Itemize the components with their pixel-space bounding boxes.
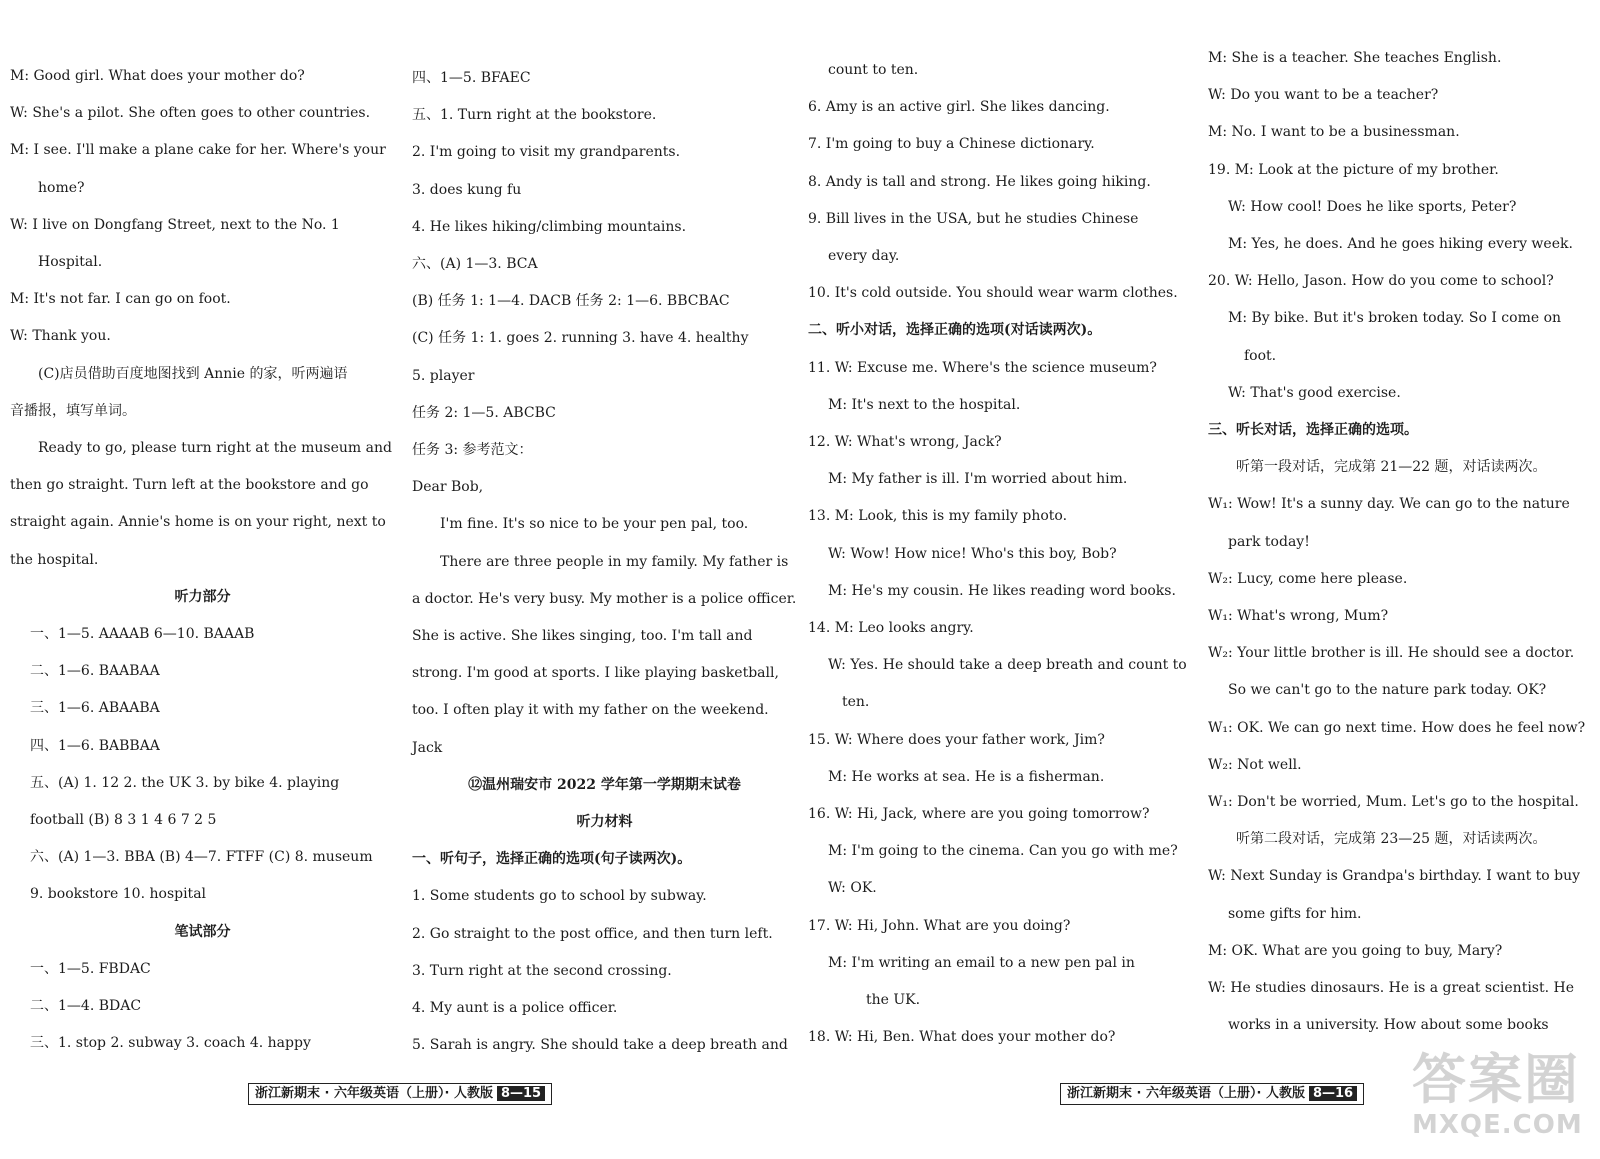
watermark-logo-text: 答案圈	[1412, 1048, 1580, 1111]
section-instruction: 三、听长对话，选择正确的选项。	[1208, 422, 1418, 439]
transcript-line: 18. W: Hi, Ben. What does your mother do?	[808, 1029, 1116, 1046]
transcript-line: works in a university. How about some books	[1228, 1017, 1549, 1034]
transcript-line: W: Wow! How nice! Who's this boy, Bob?	[828, 545, 1117, 562]
text-line: W: She's a pilot. She often goes to other countries.	[10, 105, 371, 122]
answer-line: 五、(A) 1. 12 2. the UK 3. by bike 4. playing	[30, 774, 340, 791]
transcript-line: So we can't go to the nature park today. OK?	[1228, 682, 1547, 699]
answer-line: 三、1. stop 2. subway 3. coach 4. happy	[30, 1035, 311, 1052]
transcript-line: 10. It's cold outside. You should wear warm clothes.	[808, 285, 1178, 302]
letter-signature: Jack	[412, 739, 443, 756]
transcript-line: every day.	[828, 248, 900, 265]
page-number: 8—16	[1309, 1086, 1357, 1101]
transcript-line: 17. W: Hi, John. What are you doing?	[808, 917, 1071, 934]
answer-line: 一、1—5. FBDAC	[30, 960, 151, 977]
transcript-line: 12. W: What's wrong, Jack?	[808, 434, 1002, 451]
answer-line: 4. He likes hiking/climbing mountains.	[412, 218, 687, 235]
transcript-line: W: Yes. He should take a deep breath and count to	[828, 657, 1187, 674]
page-number: 8—15	[497, 1086, 545, 1101]
transcript-line: count to ten.	[828, 62, 919, 78]
letter-line: strong. I'm good at sports. I like playing basketball,	[412, 665, 779, 682]
text-line: W: I live on Dongfang Street, next to the No. 1	[10, 216, 340, 233]
transcript-line: M: He works at sea. He is a fisherman.	[828, 768, 1105, 785]
transcript-line: 5. Sarah is angry. She should take a deep breath and	[412, 1037, 788, 1054]
transcript-line: W₂: Lucy, come here please.	[1208, 570, 1408, 587]
transcript-line: 14. M: Leo looks angry.	[808, 620, 974, 637]
letter-greeting: Dear Bob,	[412, 479, 484, 496]
section-heading-listening: 听力部分	[174, 588, 231, 605]
text-line: home?	[38, 179, 85, 196]
answer-line: 2. I'm going to visit my grandparents.	[412, 144, 681, 161]
transcript-line: M: Yes, he does. And he goes hiking every week.	[1228, 236, 1573, 253]
section-instruction: 一、听句子，选择正确的选项(句子读两次)。	[412, 851, 692, 868]
text-line: 音播报，填写单词。	[10, 402, 136, 419]
transcript-line: 20. W: Hello, Jason. How do you come to school?	[1208, 273, 1554, 290]
transcript-line: 1. Some students go to school by subway.	[412, 888, 707, 905]
text-line: M: Good girl. What does your mother do?	[10, 68, 305, 84]
transcript-line: W₂: Not well.	[1208, 756, 1302, 773]
transcript-line: M: My father is ill. I'm worried about him.	[828, 471, 1128, 488]
column-1	[10, 58, 395, 1062]
transcript-line: M: I'm going to the cinema. Can you go with me?	[828, 843, 1178, 860]
text-line: Ready to go, please turn right at the museum and	[38, 440, 392, 457]
answer-line: 5. player	[412, 367, 475, 384]
text-line: straight again. Annie's home is on your right, next to	[10, 514, 386, 531]
transcript-line: W₁: Don't be worried, Mum. Let's go to the hospital.	[1208, 794, 1579, 811]
section-heading-materials: 听力材料	[576, 814, 633, 831]
text-line: M: It's not far. I can go on foot.	[10, 291, 231, 308]
sub-instruction: 听第二段对话，完成第 23—25 题，对话读两次。	[1236, 831, 1547, 848]
transcript-line: some gifts for him.	[1228, 905, 1362, 922]
answer-line: 3. does kung fu	[412, 181, 522, 198]
answer-line: 一、1—5. AAAAB 6—10. BAAAB	[30, 626, 255, 643]
transcript-line: foot.	[1244, 347, 1277, 364]
section-instruction: 二、听小对话，选择正确的选项(对话读两次)。	[808, 322, 1102, 339]
answer-line: (C) 任务 1: 1. goes 2. running 3. have 4. healthy	[412, 330, 749, 347]
page-footer-left	[248, 1083, 552, 1105]
watermark-url: MXQE.COM	[1412, 1110, 1583, 1140]
answer-line: 9. bookstore 10. hospital	[30, 886, 207, 903]
answer-line: 四、1—5. BFAEC	[412, 70, 531, 86]
transcript-line: 7. I'm going to buy a Chinese dictionary.	[808, 136, 1095, 153]
answer-line: 六、(A) 1—3. BCA	[412, 256, 538, 273]
transcript-line: the UK.	[866, 992, 921, 1009]
transcript-line: 3. Turn right at the second crossing.	[412, 962, 672, 979]
transcript-line: W₁: OK. We can go next time. How does he feel now?	[1208, 719, 1586, 736]
answer-line: 任务 3: 参考范文：	[412, 442, 533, 459]
column-2	[412, 60, 797, 1064]
text-line: then go straight. Turn left at the bookstore and go	[10, 477, 369, 494]
transcript-line: W: That's good exercise.	[1228, 384, 1401, 401]
text-line: W: Thank you.	[10, 328, 111, 345]
transcript-line: M: He's my cousin. He likes reading word books.	[828, 582, 1176, 599]
answer-line: football (B) 8 3 1 4 6 7 2 5	[30, 812, 217, 829]
transcript-line: park today!	[1228, 533, 1310, 550]
transcript-line: M: I'm writing an email to a new pen pal in	[828, 954, 1135, 971]
transcript-line: M: It's next to the hospital.	[828, 396, 1021, 413]
footer-title: 浙江新期末 · 六年级英语（上册）· 人教版	[255, 1086, 493, 1101]
watermark-logo	[1412, 1050, 1592, 1150]
answer-line: 六、(A) 1—3. BBA (B) 4—7. FTFF (C) 8. museum	[30, 849, 373, 866]
letter-line: I'm fine. It's so nice to be your pen pal, too.	[440, 516, 749, 533]
transcript-line: W: Next Sunday is Grandpa's birthday. I want to buy	[1208, 868, 1581, 885]
transcript-line: 19. M: Look at the picture of my brother.	[1208, 161, 1499, 178]
transcript-line: W₁: What's wrong, Mum?	[1208, 608, 1389, 625]
answer-line: 四、1—6. BABBAA	[30, 737, 160, 754]
exam-title: ⑫温州瑞安市 2022 学年第一学期期末试卷	[468, 776, 741, 793]
transcript-line: 16. W: Hi, Jack, where are you going tomorrow?	[808, 806, 1150, 823]
column-3	[808, 52, 1193, 1056]
text-line: M: I see. I'll make a plane cake for her. Where's your	[10, 142, 386, 159]
letter-line: a doctor. He's very busy. My mother is a police officer.	[412, 590, 797, 607]
answer-line: (B) 任务 1: 1—4. DACB 任务 2: 1—6. BBCBAC	[412, 293, 730, 310]
transcript-line: 8. Andy is tall and strong. He likes going hiking.	[808, 173, 1151, 190]
section-heading-written: 笔试部分	[174, 923, 231, 940]
footer-title: 浙江新期末 · 六年级英语（上册）· 人教版	[1067, 1086, 1305, 1101]
transcript-line: W: How cool! Does he like sports, Peter?	[1228, 198, 1517, 215]
sub-instruction: 听第一段对话，完成第 21—22 题，对话读两次。	[1236, 459, 1547, 476]
transcript-line: 11. W: Excuse me. Where's the science museum?	[808, 359, 1157, 376]
answer-line: 二、1—6. BAABAA	[30, 663, 160, 680]
transcript-line: 13. M: Look, this is my family photo.	[808, 508, 1068, 525]
letter-line: There are three people in my family. My father is	[440, 553, 789, 570]
transcript-line: W: OK.	[828, 880, 877, 897]
transcript-line: 2. Go straight to the post office, and then turn left.	[412, 925, 773, 942]
transcript-line: ten.	[842, 694, 870, 711]
answer-line: 任务 2: 1—5. ABCBC	[412, 404, 556, 421]
answer-line: 五、1. Turn right at the bookstore.	[412, 107, 657, 124]
text-line: the hospital.	[10, 551, 99, 568]
letter-line: She is active. She likes singing, too. I'm tall and	[412, 628, 753, 645]
transcript-line: 9. Bill lives in the USA, but he studies Chinese	[808, 210, 1139, 227]
answer-line: 三、1—6. ABAABA	[30, 700, 160, 717]
text-line: Hospital.	[38, 254, 103, 271]
transcript-line: 4. My aunt is a police officer.	[412, 1000, 618, 1017]
transcript-line: M: By bike. But it's broken today. So I come on	[1228, 310, 1562, 327]
transcript-line: M: She is a teacher. She teaches English.	[1208, 50, 1502, 66]
transcript-line: 6. Amy is an active girl. She likes dancing.	[808, 99, 1110, 116]
transcript-line: W₁: Wow! It's a sunny day. We can go to the nature	[1208, 496, 1570, 513]
letter-line: too. I often play it with my father on the weekend.	[412, 702, 769, 719]
answer-line: 二、1—4. BDAC	[30, 998, 142, 1015]
transcript-line: W₂: Your little brother is ill. He should see a doctor.	[1208, 645, 1575, 662]
transcript-line: M: OK. What are you going to buy, Mary?	[1208, 942, 1503, 959]
transcript-line: 15. W: Where does your father work, Jim?	[808, 731, 1105, 748]
transcript-line: W: Do you want to be a teacher?	[1208, 87, 1439, 104]
page-footer-right	[1060, 1083, 1364, 1105]
transcript-line: W: He studies dinosaurs. He is a great scientist. He	[1208, 980, 1575, 997]
text-line: (C)店员借助百度地图找到 Annie 的家，听两遍语	[38, 365, 348, 382]
column-4	[1208, 40, 1593, 1044]
transcript-line: M: No. I want to be a businessman.	[1208, 124, 1460, 141]
